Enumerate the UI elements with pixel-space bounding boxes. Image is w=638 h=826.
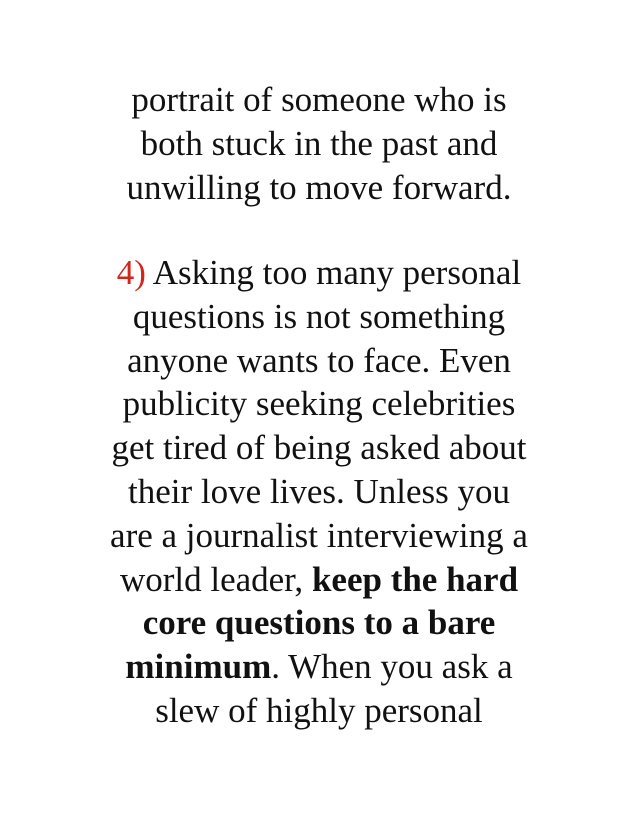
text-line (60, 645, 578, 689)
text-line: get tired of being asked about (111, 428, 527, 468)
bold-emphasis: keep the hard (311, 559, 519, 599)
text-line: are a journalist interviewing a (110, 515, 528, 555)
text-line: their love lives. Unless you (127, 471, 511, 511)
text-line (60, 251, 578, 295)
text-fragment: Asking too many personal (145, 253, 522, 292)
text-line: anyone wants to face. Even (127, 340, 511, 380)
paragraph-continuation (60, 78, 578, 209)
text-line: publicity seeking celebrities (122, 384, 516, 424)
bold-emphasis: minimum (125, 647, 272, 687)
bold-emphasis-line: core questions to a bare (142, 603, 496, 643)
text-line: portrait of someone who is (131, 80, 507, 119)
paragraph-item-4 (60, 251, 578, 733)
text-line: unwilling to move forward. (126, 167, 512, 207)
text-line: questions is not something (132, 296, 506, 336)
text-line: both stuck in the past and (140, 123, 498, 163)
text-fragment: world leader, (119, 559, 312, 599)
text-fragment: . When you ask a (271, 647, 513, 687)
text-line: slew of highly personal (155, 690, 483, 730)
text-line (60, 558, 578, 602)
list-number: 4) (116, 253, 146, 292)
